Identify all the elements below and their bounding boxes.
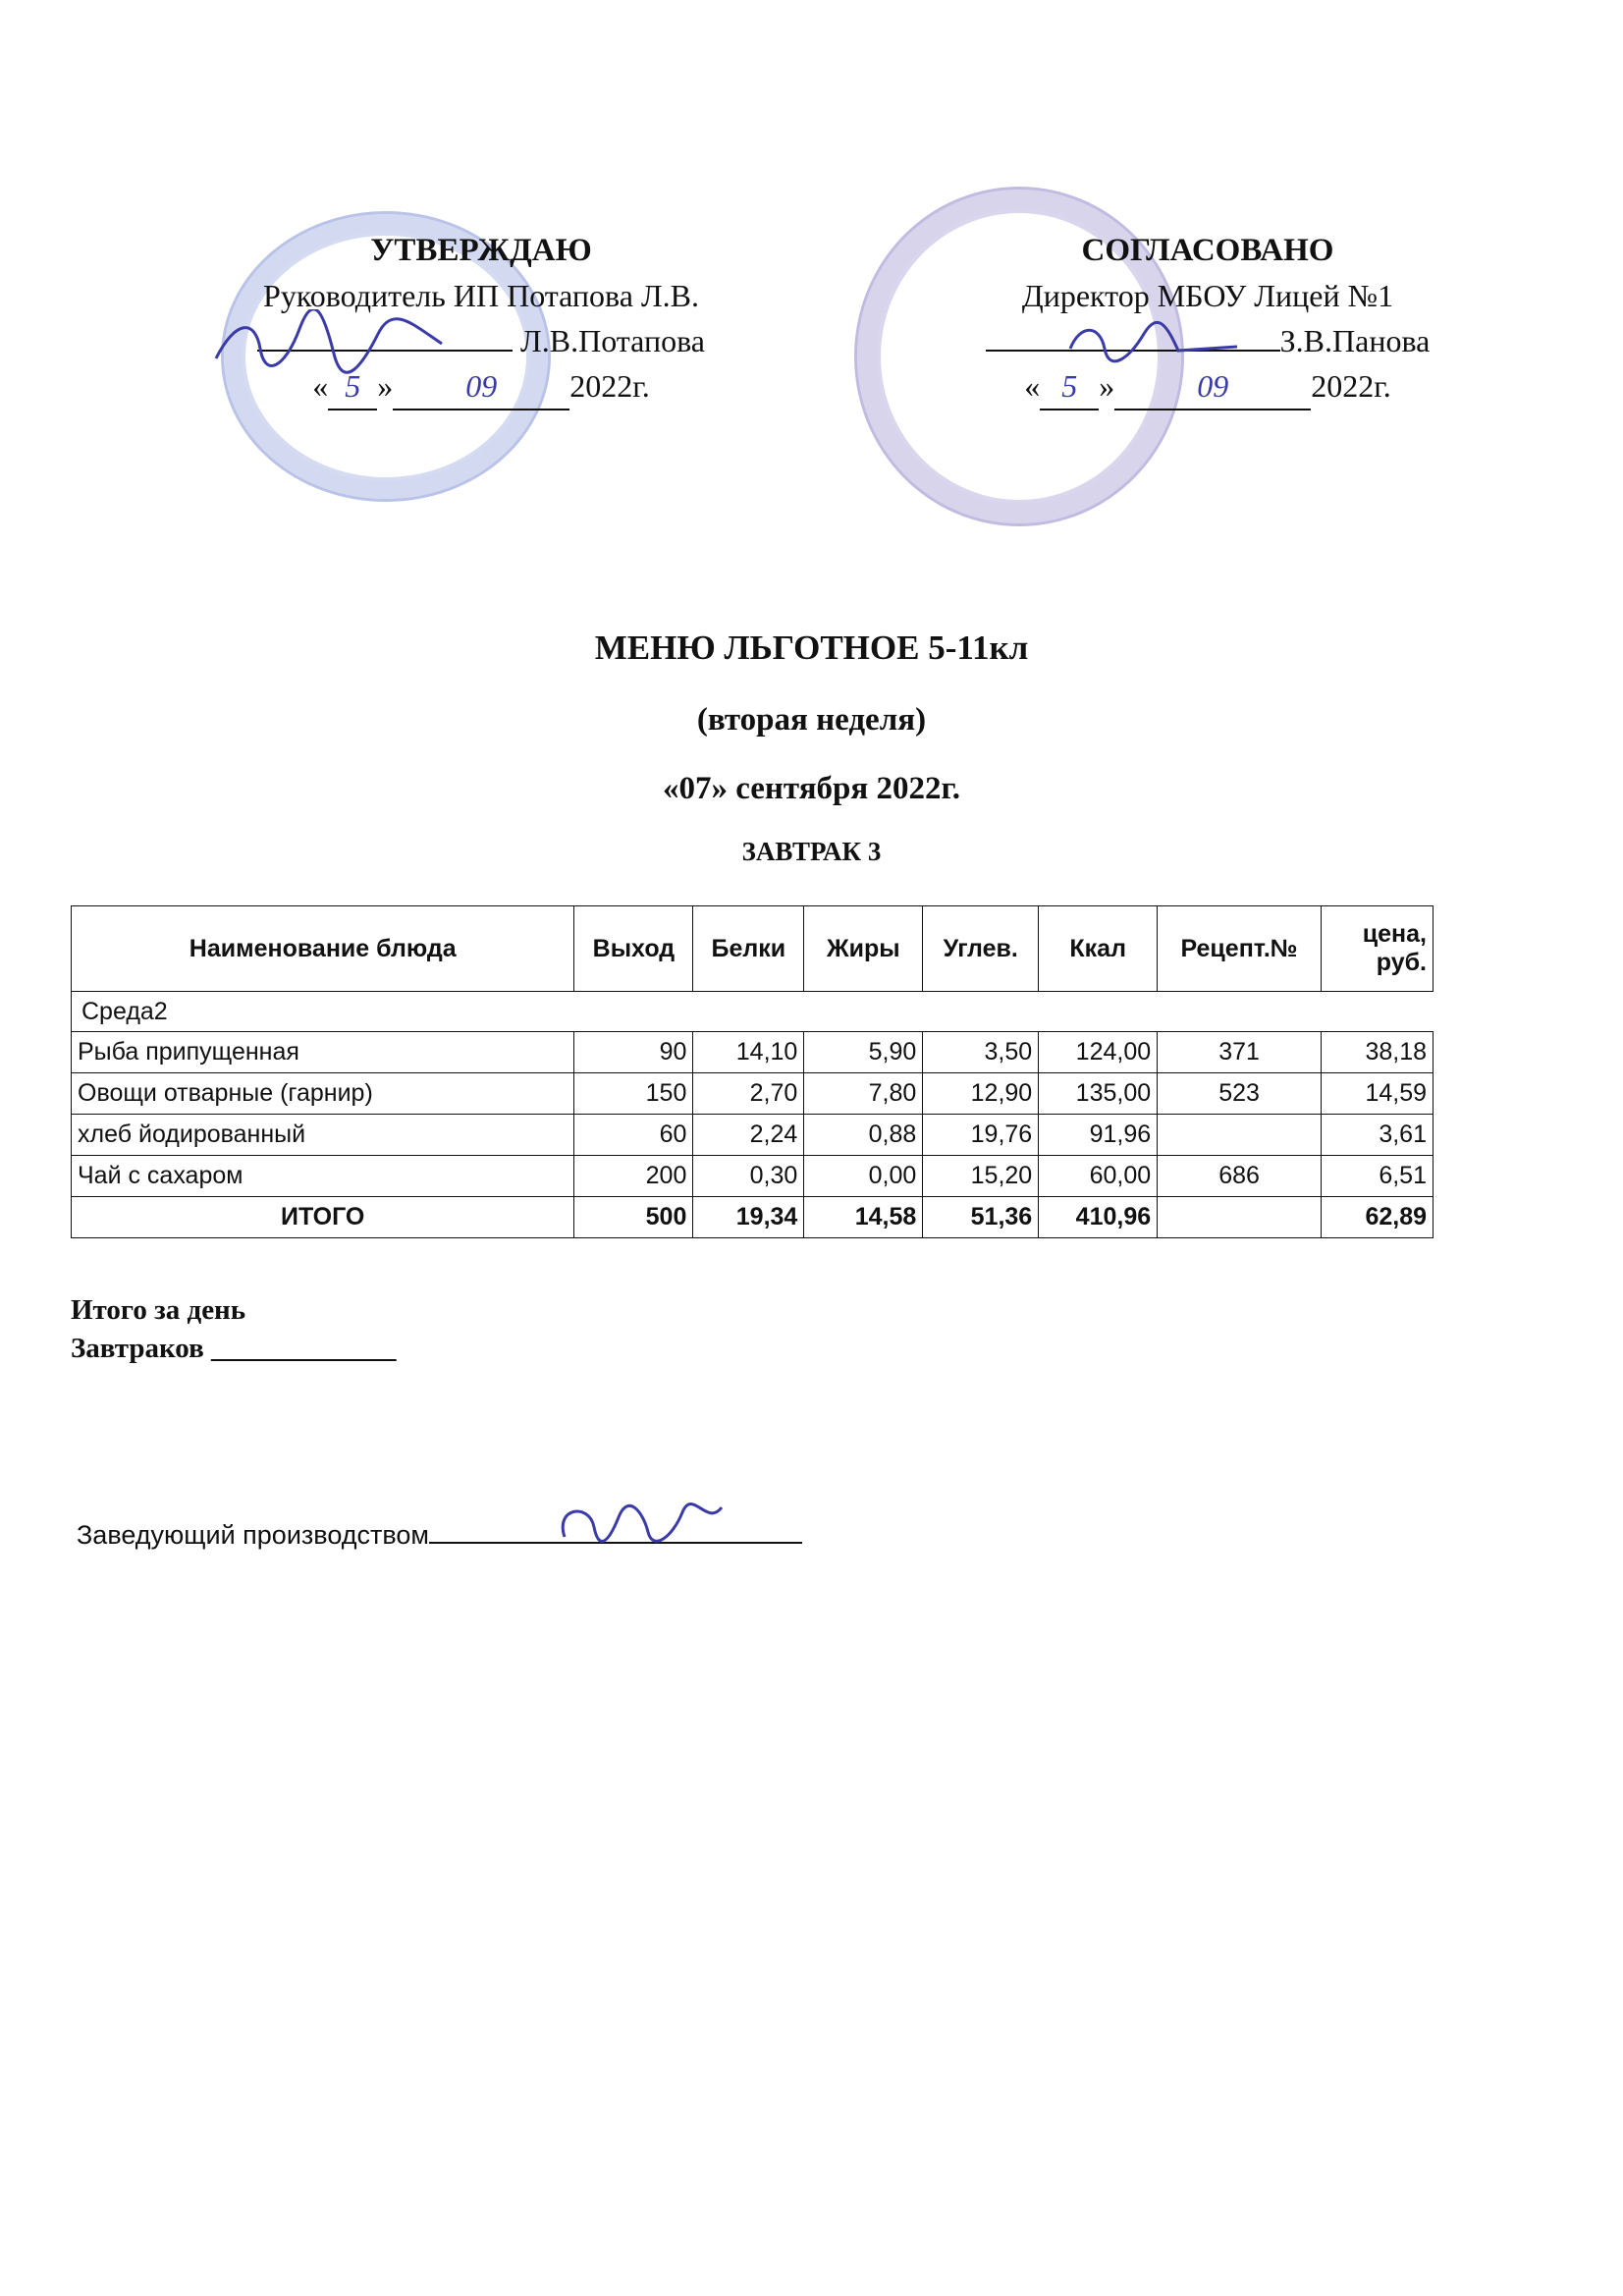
- dish-protein: 2,70: [693, 1073, 804, 1115]
- dish-fat: 7,80: [804, 1073, 923, 1115]
- total-row: [72, 1197, 1434, 1238]
- agree-date: « 5 » 09 2022г.: [943, 363, 1473, 410]
- dish-recipe: [1158, 1115, 1322, 1156]
- page-title: МЕНЮ ЛЬГОТНОЕ 5-11кл: [594, 629, 1029, 667]
- dish-protein: 2,24: [693, 1115, 804, 1156]
- agree-month: 09: [1114, 363, 1311, 410]
- agree-year: 2022г.: [1311, 368, 1391, 404]
- approve-date: « 5 » 09 2022г.: [187, 363, 776, 410]
- dish-kcal: 135,00: [1039, 1073, 1158, 1115]
- menu-table: [71, 905, 1434, 1238]
- dish-fat: 0,88: [804, 1115, 923, 1156]
- dish-name: хлеб йодированный: [72, 1115, 574, 1156]
- total-kcal: 410,96: [1039, 1197, 1158, 1238]
- total-label: ИТОГО: [72, 1197, 574, 1238]
- dish-output: 90: [574, 1032, 693, 1073]
- approve-year: 2022г.: [569, 368, 650, 404]
- day-total-label: Итого за день: [71, 1294, 246, 1326]
- dish-kcal: 60,00: [1039, 1156, 1158, 1197]
- dish-protein: 14,10: [693, 1032, 804, 1073]
- dish-carbs: 15,20: [923, 1156, 1039, 1197]
- total-carbs: 51,36: [923, 1197, 1039, 1238]
- dish-name: Рыба припущенная: [72, 1032, 574, 1073]
- dish-output: 150: [574, 1073, 693, 1115]
- agree-position: Директор МБОУ Лицей №1: [1021, 278, 1394, 313]
- dish-price: 6,51: [1322, 1156, 1434, 1197]
- dish-output: 60: [574, 1115, 693, 1156]
- dish-name: Чай с сахаром: [72, 1156, 574, 1197]
- table-row: [72, 1156, 1434, 1197]
- total-fat: 14,58: [804, 1197, 923, 1238]
- total-protein: 19,34: [693, 1197, 804, 1238]
- header-name: Наименование блюда: [72, 906, 574, 992]
- agree-day: 5: [1040, 363, 1099, 410]
- meal-title: ЗАВТРАК 3: [741, 837, 882, 866]
- dish-carbs: 19,76: [923, 1115, 1039, 1156]
- dish-output: 200: [574, 1156, 693, 1197]
- total-price: 62,89: [1322, 1197, 1434, 1238]
- header-fat: Жиры: [804, 906, 923, 992]
- header-output: Выход: [574, 906, 693, 992]
- header-recipe: Рецепт.№: [1158, 906, 1322, 992]
- approve-name: Л.В.Потапова: [520, 323, 705, 358]
- dish-carbs: 12,90: [923, 1073, 1039, 1115]
- agree-name: З.В.Панова: [1279, 323, 1431, 358]
- dish-kcal: 91,96: [1039, 1115, 1158, 1156]
- table-row: [72, 1032, 1434, 1073]
- manager-label: Заведующий производством: [77, 1520, 429, 1550]
- dish-fat: 0,00: [804, 1156, 923, 1197]
- manager-signature: [550, 1498, 727, 1557]
- dish-recipe: 686: [1158, 1156, 1322, 1197]
- breakfasts-label: Завтраков _____________: [71, 1333, 397, 1364]
- approve-signature: [206, 309, 452, 378]
- dish-carbs: 3,50: [923, 1032, 1039, 1073]
- approve-position: Руководитель ИП Потапова Л.В.: [263, 278, 699, 313]
- dish-recipe: 371: [1158, 1032, 1322, 1073]
- dish-protein: 0,30: [693, 1156, 804, 1197]
- dish-recipe: 523: [1158, 1073, 1322, 1115]
- header-carbs: Углев.: [923, 906, 1039, 992]
- dish-price: 14,59: [1322, 1073, 1434, 1115]
- agree-title: СОГЛАСОВАНО: [1081, 233, 1334, 268]
- dish-price: 3,61: [1322, 1115, 1434, 1156]
- table-row: [72, 1073, 1434, 1115]
- menu-date: «07» сентября 2022г.: [662, 771, 961, 806]
- approve-month: 09: [393, 363, 569, 410]
- approve-day: 5: [328, 363, 377, 410]
- dish-name: Овощи отварные (гарнир): [72, 1073, 574, 1115]
- group-label: Среда2: [72, 992, 1434, 1032]
- group-row: [72, 992, 1434, 1032]
- page-subtitle: (вторая неделя): [696, 702, 927, 738]
- header-protein: Белки: [693, 906, 804, 992]
- total-recipe: [1158, 1197, 1322, 1238]
- header-kcal: Ккал: [1039, 906, 1158, 992]
- header-price: цена, руб.: [1322, 906, 1434, 992]
- dish-kcal: 124,00: [1039, 1032, 1158, 1073]
- agree-signature: [1060, 319, 1247, 368]
- table-row: [72, 1115, 1434, 1156]
- dish-price: 38,18: [1322, 1032, 1434, 1073]
- table-header-row: [72, 906, 1434, 992]
- total-output: 500: [574, 1197, 693, 1238]
- approve-title: УТВЕРЖДАЮ: [370, 233, 592, 268]
- dish-fat: 5,90: [804, 1032, 923, 1073]
